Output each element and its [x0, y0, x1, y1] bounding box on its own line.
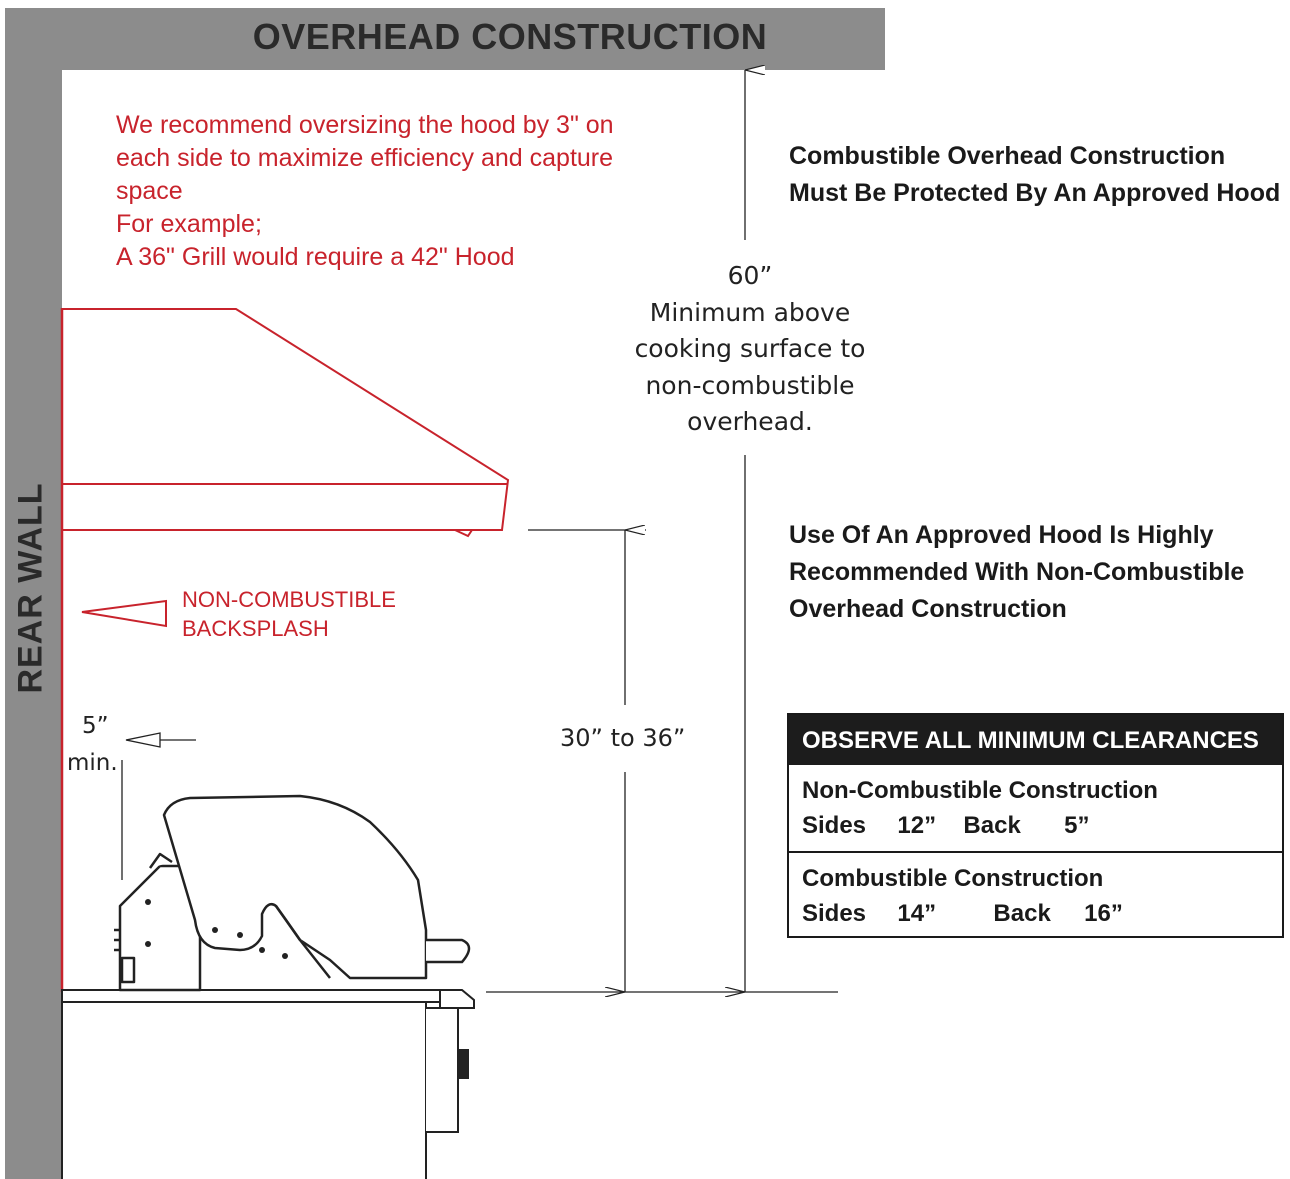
sides-label: Sides	[802, 900, 867, 927]
overhead-clearance-line: cooking surface to	[634, 334, 866, 363]
combustible-note-line: Must Be Protected By An Approved Hood	[789, 179, 1281, 207]
back-value: 5”	[1064, 812, 1090, 839]
backsplash-pointer	[82, 601, 166, 626]
noncombustible-overhead-note	[789, 517, 1244, 628]
clearance-values	[802, 808, 1282, 843]
backsplash-label	[182, 585, 396, 643]
backsplash-label-line: BACKSPLASH	[182, 616, 329, 641]
countertop	[62, 990, 474, 1179]
clearances-table	[787, 713, 1284, 938]
noncombustible-note-line: Recommended With Non-Combustible	[789, 558, 1245, 586]
hood-note-line: We recommend oversizing the hood by 3" on	[116, 111, 614, 139]
sides-value: 12”	[897, 812, 937, 839]
hood-outline	[62, 309, 508, 536]
overhead-clearance-line: 60”	[727, 261, 773, 290]
clearance-type: Combustible Construction	[802, 865, 1104, 892]
hood-note-line: A 36" Grill would require a 42" Hood	[116, 243, 515, 271]
backsplash-label-line: NON-COMBUSTIBLE	[182, 587, 396, 612]
noncombustible-note-line: Overhead Construction	[789, 595, 1067, 623]
hood-oversize-note	[116, 109, 614, 274]
clearance-values	[802, 896, 1282, 931]
back-clearance-label	[67, 708, 118, 782]
back-label: Back	[963, 812, 1021, 839]
grill-outline	[114, 796, 469, 990]
overhead-clearance-line: non-combustible	[645, 370, 855, 400]
combustible-note-line: Combustible Overhead Construction	[789, 142, 1226, 170]
hood-height-label: 30” to 36”	[560, 724, 686, 752]
back-clearance-value: 5”	[82, 713, 109, 739]
clearance-row-combustible	[789, 851, 1282, 937]
back-value: 16”	[1084, 900, 1123, 927]
back-clearance-unit: min.	[67, 750, 118, 776]
hood-height-dimension	[486, 530, 838, 992]
hood-note-line: each side to maximize efficiency and capture	[116, 144, 614, 172]
overhead-clearance-line: overhead.	[687, 407, 813, 436]
noncombustible-note-line: Use Of An Approved Hood Is Highly	[789, 521, 1214, 549]
rear-wall-label: REAR WALL	[11, 482, 50, 694]
overhead-construction-label: OVERHEAD CONSTRUCTION	[252, 16, 768, 57]
overhead-clearance-line: Minimum above	[649, 297, 851, 327]
sides-value: 14”	[897, 900, 937, 927]
combustible-overhead-note	[789, 138, 1280, 212]
clearances-title: OBSERVE ALL MINIMUM CLEARANCES	[789, 715, 1282, 765]
back-label: Back	[993, 900, 1051, 927]
sides-label: Sides	[802, 812, 867, 839]
overhead-clearance-note	[600, 258, 900, 441]
hood-note-line: space	[116, 177, 183, 205]
clearance-row-noncombustible	[789, 765, 1282, 851]
hood-note-line: For example;	[116, 210, 262, 238]
clearance-type: Non-Combustible Construction	[802, 777, 1158, 804]
